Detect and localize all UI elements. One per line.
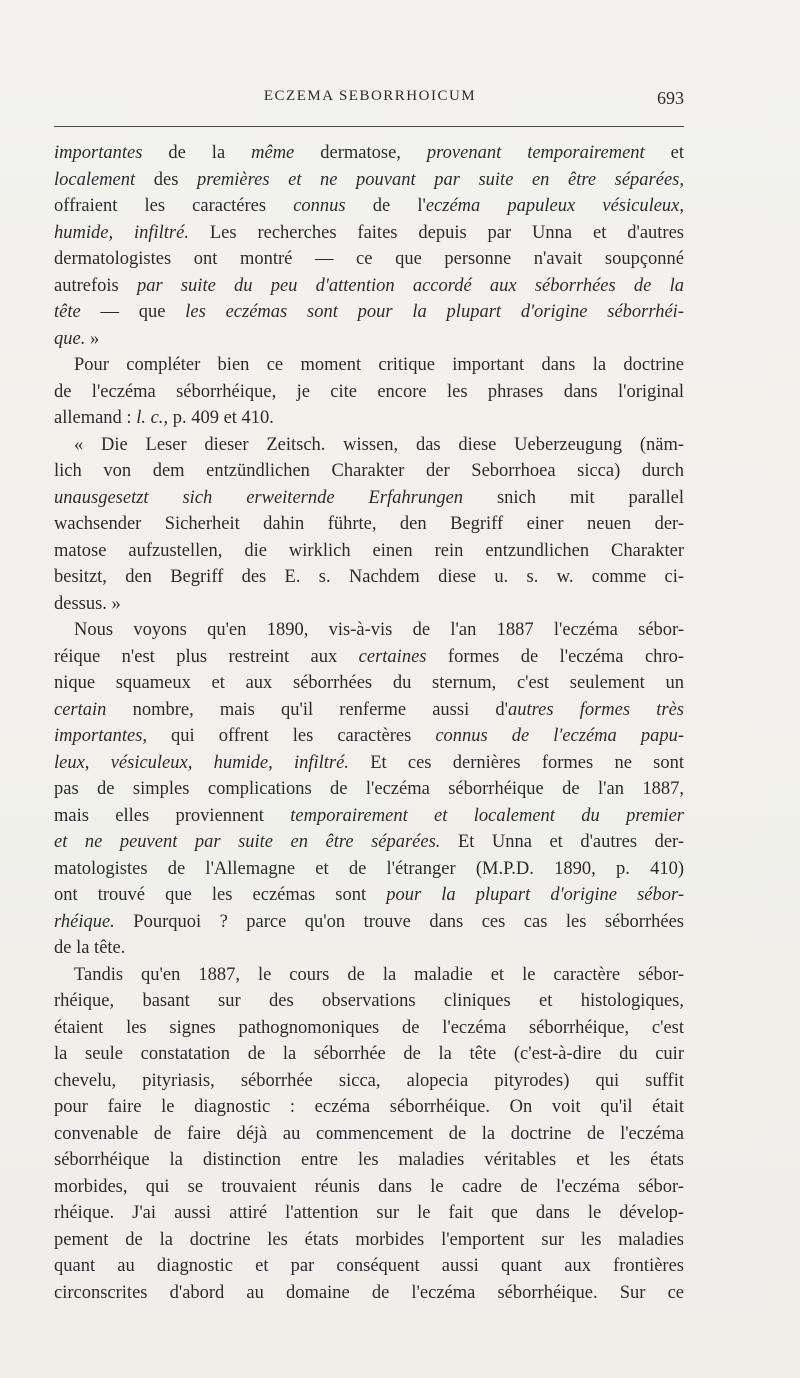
text-line bbox=[54, 591, 684, 618]
text-line bbox=[54, 405, 684, 432]
roman-text: lich von dem entzündlichen Charakter der Seborrhoea sicca) durch bbox=[54, 461, 684, 481]
text-line bbox=[54, 803, 684, 830]
roman-text: Et Unna et d'autres der- bbox=[440, 832, 685, 852]
text-line bbox=[54, 1041, 684, 1068]
text-line bbox=[54, 458, 684, 485]
text-line bbox=[54, 935, 684, 962]
text-line bbox=[54, 273, 684, 300]
text-line bbox=[54, 299, 684, 326]
italic-text: par suite du peu d'attention accordé aux séborrhées de la bbox=[136, 275, 684, 296]
roman-text: nombre, mais qu'il renferme aussi d' bbox=[106, 699, 508, 720]
italic-text: autres formes très bbox=[507, 699, 684, 720]
roman-text: Et ces dernières formes ne sont bbox=[348, 752, 684, 773]
italic-text: humide, infiltré. bbox=[54, 222, 189, 243]
roman-text: la seule constatation de la séborrhée de la tête (c'est-à-dire du cuir bbox=[54, 1044, 684, 1064]
roman-text: dermatologistes ont montré — ce que personne n'avait soupçonné bbox=[54, 249, 684, 269]
text-line bbox=[54, 1253, 684, 1280]
roman-text: Pour compléter bien ce moment critique important dans la doctrine bbox=[74, 355, 684, 375]
roman-text: quant au diagnostic et par conséquent aussi quant aux frontières bbox=[54, 1256, 684, 1276]
roman-text: qui offrent les caractères bbox=[147, 726, 436, 746]
text-line bbox=[54, 1174, 684, 1201]
text-line bbox=[54, 882, 684, 909]
text-line bbox=[54, 670, 684, 697]
text-line bbox=[54, 1121, 684, 1148]
text-line bbox=[54, 326, 684, 353]
italic-text: unausgesetzt sich erweiternde Erfahrungen bbox=[54, 487, 464, 508]
roman-text: offraient les caractéres bbox=[54, 196, 294, 216]
roman-text: circonscrites d'abord au domaine de l'eczéma séborrhéique. Sur ce bbox=[54, 1282, 684, 1303]
roman-text: nique squameux et aux séborrhées du sternum, c'est seulement un bbox=[54, 673, 684, 693]
roman-text: de la bbox=[142, 143, 252, 163]
roman-text: des bbox=[135, 169, 197, 190]
roman-text: pas de simples complications de l'eczéma séborrhéique de l'an 1887, bbox=[54, 779, 684, 799]
text-line bbox=[54, 379, 684, 406]
text-line bbox=[54, 140, 684, 167]
roman-text: matologistes de l'Allemagne et de l'étranger (M.P.D. 1890, p. 410) bbox=[54, 858, 684, 879]
text-line bbox=[54, 644, 684, 671]
text-line bbox=[54, 1068, 684, 1095]
italic-text: et ne peuvent par suite en être séparées. bbox=[54, 832, 441, 852]
text-line bbox=[54, 962, 684, 989]
text-line bbox=[54, 1015, 684, 1042]
text-line bbox=[54, 1200, 684, 1227]
text-line bbox=[54, 1280, 684, 1307]
text-line bbox=[54, 193, 684, 220]
roman-text: rhéique, basant sur des observations cliniques et histologiques, bbox=[54, 991, 684, 1011]
text-line bbox=[54, 511, 684, 538]
italic-text: rhéique. bbox=[54, 911, 115, 932]
roman-text: mais elles proviennent bbox=[54, 805, 291, 826]
italic-text: leux, vésiculeux, humide, infiltré. bbox=[54, 752, 349, 773]
text-line bbox=[54, 909, 684, 936]
page-number: 693 bbox=[657, 88, 684, 108]
text-line bbox=[54, 1227, 684, 1254]
italic-text: temporairement et localement du premier bbox=[290, 805, 684, 826]
text-line bbox=[54, 617, 684, 644]
text-line bbox=[54, 750, 684, 777]
roman-text: dermatose, bbox=[294, 143, 427, 163]
roman-text: Tandis qu'en 1887, le cours de la maladie et le caractère sébor- bbox=[74, 964, 684, 985]
roman-text: besitzt, den Begriff des E. s. Nachdem diese u. s. w. comme ci- bbox=[54, 567, 684, 587]
roman-text: formes de l'eczéma chro- bbox=[426, 646, 684, 667]
roman-text: Pourquoi ? parce qu'on trouve dans ces cas les séborrhées bbox=[114, 911, 684, 932]
roman-text: réique n'est plus restreint aux bbox=[54, 646, 359, 667]
running-head bbox=[56, 88, 684, 114]
roman-text: de l' bbox=[345, 196, 426, 216]
roman-text: de la tête. bbox=[54, 938, 126, 958]
italic-text: certain bbox=[54, 699, 107, 720]
text-line bbox=[54, 352, 684, 379]
text-line bbox=[54, 538, 684, 565]
roman-text: , p. 409 et 410. bbox=[163, 408, 274, 428]
roman-text: » bbox=[85, 328, 100, 349]
roman-text: chevelu, pityriasis, séborrhée sicca, alopecia pityrodes) qui suffit bbox=[54, 1070, 684, 1091]
text-line bbox=[54, 697, 684, 724]
roman-text: séborrhéique la distinction entre les maladies véritables et les états bbox=[54, 1150, 684, 1170]
text-line bbox=[54, 829, 684, 856]
italic-text: l. c. bbox=[136, 408, 164, 428]
italic-text: que. bbox=[54, 328, 86, 349]
italic-text: importantes bbox=[54, 143, 143, 163]
roman-text: morbides, qui se trouvaient réunis dans le cadre de l'eczéma sébor- bbox=[54, 1176, 684, 1197]
text-line bbox=[54, 1147, 684, 1174]
text-line bbox=[54, 220, 684, 247]
italic-text: certaines bbox=[358, 646, 427, 667]
text-line bbox=[54, 564, 684, 591]
italic-text: eczéma papuleux vésiculeux, bbox=[425, 196, 685, 216]
italic-text: tête bbox=[54, 302, 81, 322]
text-line bbox=[54, 167, 684, 194]
roman-text: rhéique. J'ai aussi attiré l'attention sur le fait que dans le dévelop- bbox=[54, 1203, 684, 1223]
roman-text: pement de la doctrine les états morbides l'emportent sur les maladies bbox=[54, 1229, 684, 1250]
roman-text: étaient les signes pathognomoniques de l'eczéma séborrhéique, c'est bbox=[54, 1017, 684, 1038]
roman-text: Les recherches faites depuis par Unna et d'autres bbox=[188, 222, 685, 243]
roman-text: et bbox=[644, 143, 685, 163]
italic-text: pour la plupart d'origine sébor- bbox=[386, 885, 684, 905]
italic-text: importantes, bbox=[54, 726, 148, 746]
italic-text: localement bbox=[54, 169, 136, 190]
roman-text: matose aufzustellen, die wirklich einen rein entzundlichen Charakter bbox=[54, 540, 684, 561]
italic-text: même bbox=[251, 143, 295, 163]
roman-text: Nous voyons qu'en 1890, vis-à-vis de l'an 1887 l'eczéma sébor- bbox=[74, 620, 684, 640]
roman-text: — que bbox=[80, 302, 186, 322]
text-line bbox=[54, 246, 684, 273]
text-line bbox=[54, 723, 684, 750]
italic-text: les eczémas sont pour la plupart d'origine séborrhéi- bbox=[185, 302, 684, 322]
text-line bbox=[54, 988, 684, 1015]
text-line bbox=[54, 856, 684, 883]
roman-text: snich mit parallel bbox=[463, 487, 685, 508]
text-line bbox=[54, 776, 684, 803]
italic-text: premières et ne pouvant par suite en être séparées, bbox=[196, 169, 684, 190]
header-rule bbox=[54, 126, 684, 127]
roman-text: wachsender Sicherheit dahin führte, den Begriff einer neuen der- bbox=[54, 514, 684, 534]
italic-text: connus bbox=[293, 196, 346, 216]
roman-text: « Die Leser dieser Zeitsch. wissen, das diese Ueberzeugung (näm- bbox=[74, 434, 684, 455]
text-line bbox=[54, 1094, 684, 1121]
text-line bbox=[54, 485, 684, 512]
roman-text: ont trouvé que les eczémas sont bbox=[54, 885, 387, 905]
italic-text: connus de l'eczéma papu- bbox=[435, 726, 684, 746]
roman-text: de l'eczéma séborrhéique, je cite encore les phrases dans l'original bbox=[54, 381, 684, 402]
body-text bbox=[54, 140, 684, 1306]
roman-text: pour faire le diagnostic : eczéma séborrhéique. On voit qu'il était bbox=[54, 1097, 684, 1117]
roman-text: convenable de faire déjà au commencement de la doctrine de l'eczéma bbox=[54, 1123, 684, 1144]
roman-text: autrefois bbox=[54, 275, 137, 296]
running-title: ECZEMA SEBORRHOICUM bbox=[263, 88, 477, 104]
roman-text: dessus. » bbox=[54, 593, 121, 614]
text-line bbox=[54, 432, 684, 459]
roman-text: allemand : bbox=[54, 408, 137, 428]
italic-text: provenant temporairement bbox=[426, 143, 645, 163]
